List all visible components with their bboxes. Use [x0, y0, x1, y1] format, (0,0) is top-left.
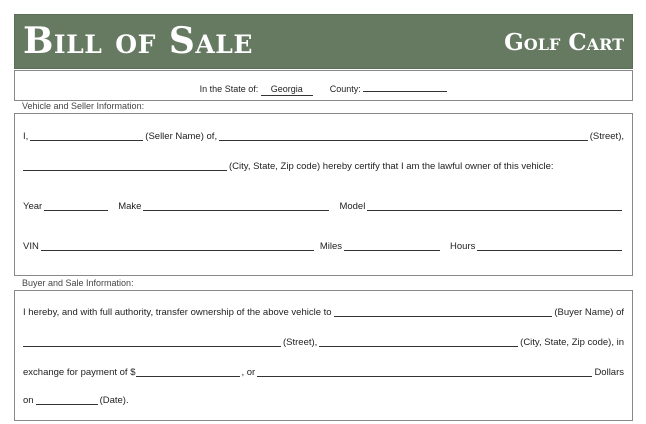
payment-amount-field[interactable]	[136, 375, 240, 377]
state-county-box	[14, 70, 633, 101]
or-text: , or	[241, 367, 256, 378]
county-label: County:	[329, 84, 361, 94]
buyer-section-label: Buyer and Sale Information:	[22, 278, 134, 288]
buyer-section-box	[14, 290, 633, 421]
seller-name-text: (Seller Name) of,	[145, 131, 218, 142]
on-text: on	[23, 395, 34, 406]
date-field[interactable]	[36, 403, 98, 405]
make-label: Make	[118, 201, 142, 212]
make-field[interactable]	[143, 209, 329, 211]
payment-words-field[interactable]	[257, 375, 592, 377]
seller-city-row	[23, 161, 624, 173]
vin-field[interactable]	[41, 249, 314, 251]
seller-name-field[interactable]	[30, 139, 143, 141]
seller-street-text: (Street),	[589, 131, 624, 142]
date-row	[23, 395, 624, 407]
form-title: Bill of Sale	[23, 20, 253, 62]
county-field[interactable]	[363, 80, 447, 92]
buyer-street-field[interactable]	[23, 345, 281, 347]
miles-field[interactable]	[344, 249, 440, 251]
buyer-street-text: (Street),	[283, 337, 318, 348]
seller-row	[23, 131, 624, 143]
year-label: Year	[23, 201, 43, 212]
hours-field[interactable]	[477, 249, 622, 251]
seller-city-field[interactable]	[23, 169, 227, 171]
model-label: Model	[339, 201, 366, 212]
date-text: (Date).	[99, 395, 129, 406]
payment-row	[23, 367, 624, 379]
dollars-text: Dollars	[594, 367, 624, 378]
hours-label: Hours	[450, 241, 476, 252]
buyer-address-row	[23, 337, 624, 349]
model-field[interactable]	[367, 209, 622, 211]
exchange-text: exchange for payment of $	[23, 367, 136, 378]
buyer-city-field[interactable]	[319, 345, 518, 347]
miles-label: Miles	[319, 241, 343, 252]
state-field[interactable]: Georgia	[261, 84, 313, 96]
vehicle-section-box	[14, 113, 633, 276]
vin-miles-hours-row	[23, 241, 624, 253]
buyer-name-text: (Buyer Name) of	[554, 307, 624, 318]
vehicle-section-label: Vehicle and Seller Information:	[22, 101, 145, 111]
vin-label: VIN	[23, 241, 39, 252]
seller-certify-text: (City, State, Zip code) hereby certify that I am the lawful owner of this vehicle:	[229, 161, 554, 172]
header-banner	[14, 14, 633, 69]
year-field[interactable]	[44, 209, 108, 211]
year-make-model-row	[23, 201, 624, 213]
transfer-text: I hereby, and with full authority, transfer ownership of the above vehicle to	[23, 307, 332, 318]
form-subtitle: Golf Cart	[504, 29, 624, 56]
seller-street-field[interactable]	[219, 139, 588, 141]
buyer-name-field[interactable]	[334, 315, 553, 317]
buyer-city-text: (City, State, Zip code), in	[520, 337, 624, 348]
state-label: In the State of:	[199, 84, 259, 94]
state-county-row	[15, 80, 632, 96]
seller-i-text: I,	[23, 131, 29, 142]
transfer-row	[23, 307, 624, 319]
